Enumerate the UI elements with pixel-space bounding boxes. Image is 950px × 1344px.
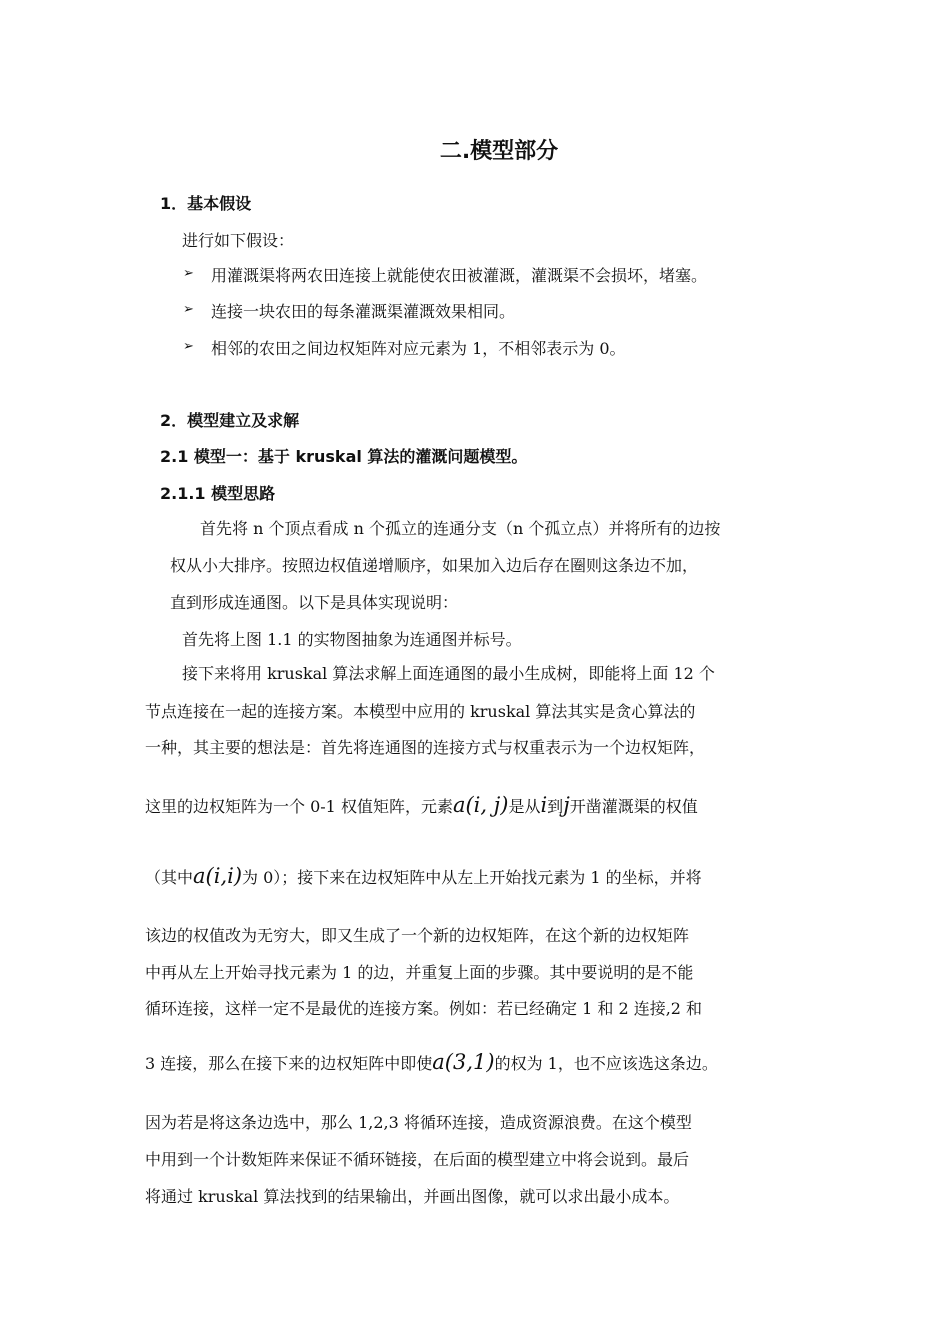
text-run: 是从 [508,797,541,816]
paragraph-line: 该边的权值改为无穷大，即又生成了一个新的边权矩阵，在这个新的边权矩阵 [145,926,690,945]
formula-j: j [563,793,570,817]
paragraph-line: 中再从左上开始寻找元素为 1 的边，并重复上面的步骤。其中要说明的是不能 [145,963,694,982]
heading-basic-assumptions: 1．基本假设 [160,194,252,213]
text-run: 开凿灌溉渠的权值 [569,797,698,816]
text-run: 的权为 1，也不应该选这条边。 [494,1054,718,1073]
paragraph-line: 循环连接，这样一定不是最优的连接方案。例如：若已经确定 1 和 2 连接,2 和 [145,999,703,1018]
assumptions-intro: 进行如下假设： [182,231,295,250]
paragraph-line: 一种，其主要的想法是：首先将连通图的连接方式与权重表示为一个边权矩阵， [145,738,706,757]
bullet-arrow-icon: ➢ [183,266,194,281]
text-run: 3 连接，那么在接下来的边权矩阵中即使 [145,1054,433,1073]
heading-model-idea: 2.1.1 模型思路 [160,484,276,503]
paragraph-line: 首先将上图 1.1 的实物图抽象为连通图并标号。 [182,630,522,649]
formula-a-3-1: a(3,1) [432,1050,495,1074]
formula-a-i-j: a(i, j) [452,793,509,817]
paragraph-line-with-formula [145,864,702,888]
heading-model-one: 2.1 模型一：基于 kruskal 算法的灌溉问题模型。 [160,447,528,466]
formula-a-i-i: a(i,i) [193,864,243,888]
heading-model-building: 2．模型建立及求解 [160,411,300,430]
paragraph-line: 将通过 kruskal 算法找到的结果输出，并画出图像，就可以求出最小成本。 [145,1187,680,1206]
paragraph-line: 首先将 n 个顶点看成 n 个孤立的连通分支（n 个孤立点）并将所有的边按 [200,519,721,538]
assumption-item: 用灌溉渠将两农田连接上就能使农田被灌溉，灌溉渠不会损坏，堵塞。 [211,266,708,285]
paragraph-line: 因为若是将这条边选中，那么 1,2,3 将循环连接，造成资源浪费。在这个模型 [145,1113,692,1132]
bullet-arrow-icon: ➢ [183,302,194,317]
formula-i: i [540,793,548,817]
paragraph-line: 权从小大排序。按照边权值递增顺序，如果加入边后存在圈则这条边不加， [170,556,699,575]
paragraph-line: 接下来将用 kruskal 算法求解上面连通图的最小生成树，即能将上面 12 个 [182,664,715,683]
paragraph-line: 节点连接在一起的连接方案。本模型中应用的 kruskal 算法其实是贪心算法的 [145,702,696,721]
paragraph-line: 中用到一个计数矩阵来保证不循环链接，在后面的模型建立中将会说到。最后 [145,1150,690,1169]
paragraph-line: 直到形成连通图。以下是具体实现说明： [170,593,459,612]
text-run: 为 0）；接下来在边权矩阵中从左上开始找元素为 1 的坐标，并将 [242,868,702,887]
assumption-item: 连接一块农田的每条灌溉渠灌溉效果相同。 [211,302,516,321]
text-run: 到 [547,797,564,816]
paragraph-line-with-formula [145,793,698,817]
assumption-item: 相邻的农田之间边权矩阵对应元素为 1，不相邻表示为 0。 [211,339,626,358]
section-title: 二.模型部分 [439,139,559,164]
text-run: （其中 [145,868,194,887]
text-run: 这里的边权矩阵为一个 0-1 权值矩阵，元素 [145,797,453,816]
bullet-arrow-icon: ➢ [183,339,194,354]
paragraph-line-with-formula [145,1050,718,1074]
